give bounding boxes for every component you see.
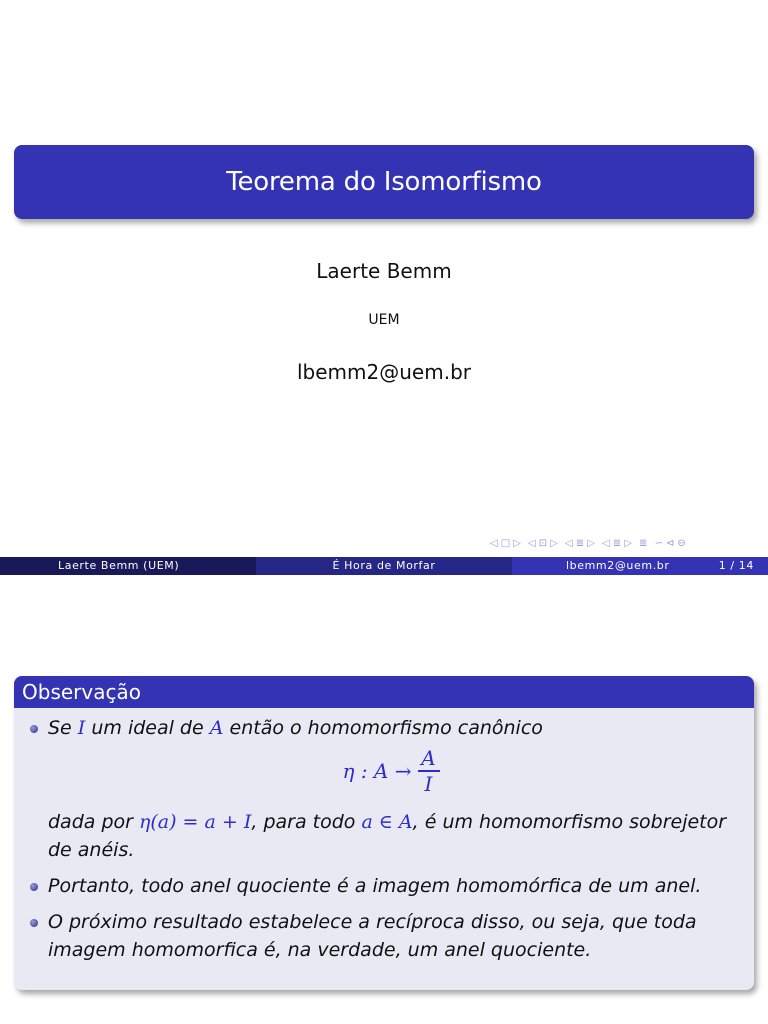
- nav-prev-icon[interactable]: ◁: [528, 538, 537, 549]
- nav-forward-icon[interactable]: ⊖: [677, 538, 687, 549]
- footer: [0, 557, 768, 575]
- navigation-symbols[interactable]: [490, 538, 762, 554]
- fraction-numerator: A: [421, 746, 436, 770]
- fraction: [418, 746, 440, 796]
- eq-lhs: η : A →: [342, 758, 412, 783]
- footer-page-number: 1 / 14: [718, 559, 754, 572]
- author-name: Laerte Bemm: [316, 259, 452, 283]
- nav-next-icon[interactable]: ▷: [513, 538, 522, 549]
- nav-slide-icon[interactable]: ⊡: [538, 538, 549, 549]
- nav-doc-icon[interactable]: ≣: [639, 538, 649, 549]
- nav-prev-icon[interactable]: ◁: [490, 538, 499, 549]
- nav-prev-icon[interactable]: ◁: [602, 538, 611, 549]
- nav-next-icon[interactable]: ▷: [587, 538, 596, 549]
- nav-back-icon[interactable]: ∽: [654, 538, 664, 549]
- math-ring: A: [209, 717, 224, 739]
- math-membership: a ∈ A: [361, 810, 413, 833]
- title-block: [14, 145, 754, 219]
- block-body: [14, 708, 754, 964]
- block-title: Observação: [14, 676, 754, 708]
- slide-2: [0, 576, 768, 1024]
- list-item: Portanto, todo anel quociente é a imagem homomórfica de um anel.: [48, 872, 734, 900]
- observation-block: [14, 676, 754, 990]
- bullet-continuation: dada por η(a) = a + I, para todo a ∈ A, é um homomorfismo sobrejetor de anéis.: [48, 810, 727, 861]
- list-item: O próximo resultado estabelece a recíproca disso, ou seja, que toda imagem homomorfica é, na verdade, um anel quociente.: [48, 908, 734, 964]
- math-eta-def: η(a) = a + I: [138, 810, 252, 833]
- nav-next-icon[interactable]: ▷: [550, 538, 559, 549]
- nav-subsection-icon[interactable]: ≣: [575, 538, 586, 549]
- math-ideal: I: [77, 717, 86, 739]
- nav-prev-icon[interactable]: ◁: [565, 538, 574, 549]
- fraction-denominator: I: [424, 771, 433, 796]
- footer-title: É Hora de Morfar: [256, 557, 512, 575]
- footer-author: Laerte Bemm (UEM): [0, 557, 256, 575]
- institute: UEM: [368, 312, 400, 328]
- footer-right: [512, 557, 768, 575]
- list-item: Se I um ideal de A então o homomorfismo canônico η : A → $\frac{A}{I}$ dada por η(a) = a + I, para todo a ∈ A, é um homomorfismo sobrejetor de anéis.: [48, 714, 734, 864]
- author-email: lbemm2@uem.br: [297, 360, 471, 384]
- nav-next-icon[interactable]: ▷: [624, 538, 633, 549]
- slide-title: Teorema do Isomorfismo: [226, 167, 542, 197]
- footer-email: lbemm2@uem.br: [566, 559, 670, 572]
- nav-search-icon[interactable]: ⊲: [665, 538, 676, 549]
- display-equation: [48, 746, 734, 796]
- nav-frame-icon[interactable]: □: [500, 538, 512, 549]
- nav-section-icon[interactable]: ≣: [612, 538, 623, 549]
